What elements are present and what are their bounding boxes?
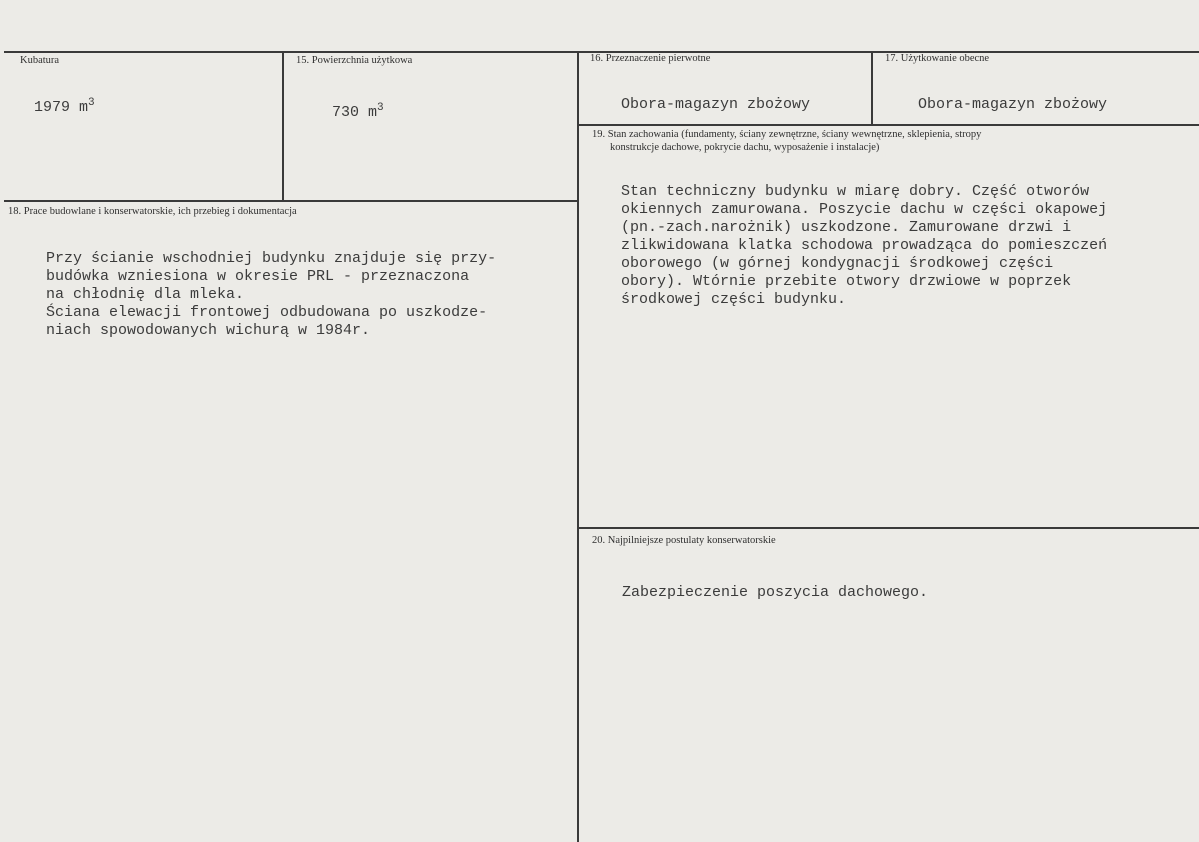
przeznaczenie-value: Obora-magazyn zbożowy <box>621 96 811 113</box>
stan-line: środkowej części budynku. <box>621 291 847 308</box>
powierzchnia-exponent: 3 <box>377 102 384 114</box>
uzytkowanie-value: Obora-magazyn zbożowy <box>918 96 1108 113</box>
przeznaczenie-label: 16. Przeznaczenie pierwotne <box>590 53 711 64</box>
postulaty-label: 20. Najpilniejsze postulaty konserwatorskie <box>592 535 776 546</box>
stan-line: zlikwidowana klatka schodowa prowadząca do pomieszczeń <box>621 237 1108 254</box>
stan-line: obory). Wtórnie przebite otwory drzwiowe w poprzek <box>621 273 1072 290</box>
stan-line: okiennych zamurowana. Poszycie dachu w części okapowej <box>621 201 1108 218</box>
stan-label-line2: konstrukcje dachowe, pokrycie dachu, wyposażenie i instalacje) <box>610 142 880 153</box>
kubatura-exponent: 3 <box>88 97 95 109</box>
kubatura-label: Kubatura <box>20 55 60 66</box>
stan-line: oborowego (w górnej kondygnacji środkowej części <box>621 255 1054 272</box>
prace-label: 18. Prace budowlane i konserwatorskie, ich przebieg i dokumentacja <box>8 206 297 217</box>
row-divider-left <box>4 200 578 202</box>
divider-kubatura-powierzchnia <box>282 51 284 201</box>
powierzchnia-value <box>332 99 384 122</box>
powierzchnia-label: 15. Powierzchnia użytkowa <box>296 55 413 66</box>
kubatura-value <box>34 94 95 117</box>
prace-line: na chłodnię dla mleka. <box>46 286 245 303</box>
postulaty-value: Zabezpieczenie poszycia dachowego. <box>622 584 929 601</box>
stan-line: Stan techniczny budynku w miarę dobry. Część otworów <box>621 183 1090 200</box>
center-divider <box>577 51 579 842</box>
prace-line: niach spowodowanych wichurą w 1984r. <box>46 322 371 339</box>
divider-16-17 <box>871 51 873 125</box>
kubatura-number: 1979 m <box>34 99 89 116</box>
prace-line: budówka wzniesiona w okresie PRL - przeznaczona <box>46 268 470 285</box>
row-divider-right <box>578 124 1199 126</box>
prace-line: Przy ścianie wschodniej budynku znajduje się przy- <box>46 250 497 267</box>
stan-label-line1: 19. Stan zachowania (fundamenty, ściany zewnętrzne, ściany wewnętrzne, sklepienia, stropy <box>592 129 982 140</box>
prace-line: Ściana elewacji frontowej odbudowana po uszkodze- <box>46 304 488 321</box>
stan-line: (pn.-zach.narożnik) uszkodzone. Zamurowane drzwi i <box>621 219 1072 236</box>
powierzchnia-number: 730 m <box>332 104 378 121</box>
row-divider-20 <box>578 527 1199 529</box>
uzytkowanie-label: 17. Użytkowanie obecne <box>885 53 990 64</box>
